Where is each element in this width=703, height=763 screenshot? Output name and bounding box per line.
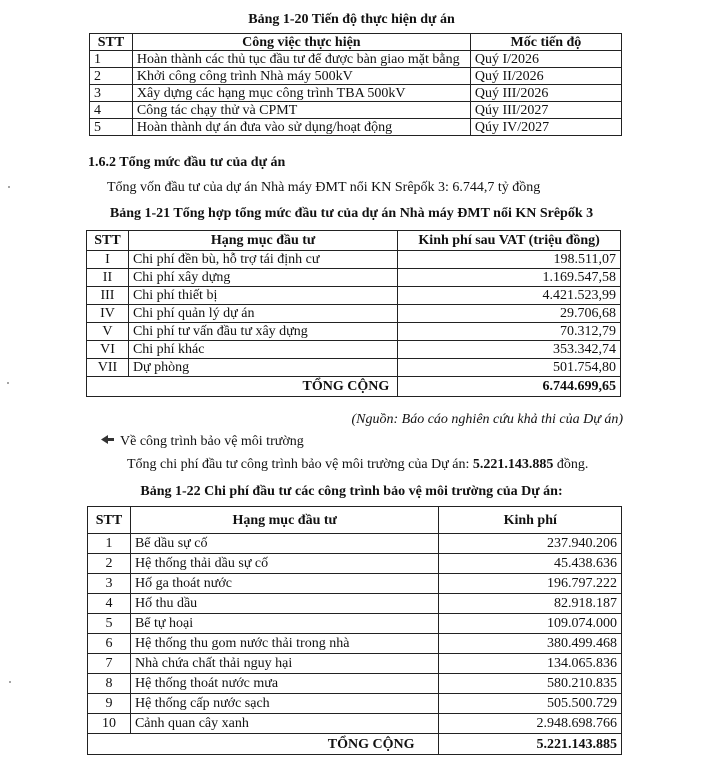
item-cell: Hố ga thoát nước xyxy=(130,574,439,594)
cost-cell: 82.918.187 xyxy=(439,594,622,614)
table-row xyxy=(87,305,621,323)
stt-cell: I xyxy=(87,251,129,269)
work-cell: Khởi công công trình Nhà máy 500kV xyxy=(132,68,470,85)
cost-cell: 505.500.729 xyxy=(439,694,622,714)
stt-cell: 4 xyxy=(90,102,133,119)
item-cell: Hố thu dầu xyxy=(130,594,439,614)
cost-cell: 198.511,07 xyxy=(398,251,621,269)
cost-cell: 237.940.206 xyxy=(439,534,622,554)
item-cell: Bể tự hoại xyxy=(130,614,439,634)
table-row xyxy=(90,68,622,85)
cost-cell: 580.210.835 xyxy=(439,674,622,694)
table-row xyxy=(88,534,622,554)
cost-cell: 134.065.836 xyxy=(439,654,622,674)
cost-cell: 2.948.698.766 xyxy=(439,714,622,734)
table-row xyxy=(87,287,621,305)
table-row xyxy=(88,594,622,614)
scan-speck xyxy=(8,186,10,188)
header-cost: Kinh phí xyxy=(439,507,622,534)
item-cell: Hệ thống thoát nước mưa xyxy=(130,674,439,694)
section-heading: 1.6.2 Tổng mức đầu tư của dự án xyxy=(88,155,286,170)
cost-cell: 1.169.547,58 xyxy=(398,269,621,287)
table-row xyxy=(87,341,621,359)
milestone-cell: Qúy III/2027 xyxy=(470,102,621,119)
item-cell: Nhà chứa chất thải nguy hại xyxy=(130,654,439,674)
cost-cell: 29.706,68 xyxy=(398,305,621,323)
table-row xyxy=(88,634,622,654)
item-cell: Bể dầu sự cố xyxy=(130,534,439,554)
scan-speck xyxy=(7,382,9,384)
stt-cell: VII xyxy=(87,359,129,377)
cost-cell: 109.074.000 xyxy=(439,614,622,634)
cost-cell: 45.438.636 xyxy=(439,554,622,574)
table-row xyxy=(87,251,621,269)
table-row xyxy=(88,654,622,674)
total-investment-line: Tổng vốn đầu tư của dự án Nhà máy ĐMT nổi KN Srêpốk 3: 6.744,7 tỷ đồng xyxy=(107,180,541,195)
stt-cell: 7 xyxy=(88,654,131,674)
header-work: Công việc thực hiện xyxy=(132,34,470,51)
table-row xyxy=(88,714,622,734)
env-heading xyxy=(101,433,304,450)
table-row xyxy=(90,102,622,119)
cost-cell: 196.797.222 xyxy=(439,574,622,594)
table-1-20 xyxy=(89,33,622,136)
table-row xyxy=(88,674,622,694)
table-row xyxy=(87,359,621,377)
stt-cell: 2 xyxy=(88,554,131,574)
env-total-value: 5.221.143.885 xyxy=(472,457,554,472)
cost-cell: 380.499.468 xyxy=(439,634,622,654)
milestone-cell: Quý II/2026 xyxy=(470,68,621,85)
stt-cell: 9 xyxy=(88,694,131,714)
stt-cell: 8 xyxy=(88,674,131,694)
stt-cell: 3 xyxy=(90,85,133,102)
total-label: TỔNG CỘNG xyxy=(87,377,398,397)
cost-cell: 4.421.523,99 xyxy=(398,287,621,305)
total-value: 6.744.699,65 xyxy=(398,377,621,397)
item-cell: Chi phí thiết bị xyxy=(128,287,397,305)
item-cell: Chi phí tư vấn đầu tư xây dựng xyxy=(128,323,397,341)
table-row xyxy=(88,694,622,714)
stt-cell: 4 xyxy=(88,594,131,614)
stt-cell: 2 xyxy=(90,68,133,85)
table-row xyxy=(87,323,621,341)
work-cell: Hoàn thành dự án đưa vào sử dụng/hoạt động xyxy=(132,119,470,136)
item-cell: Chi phí xây dựng xyxy=(128,269,397,287)
item-cell: Hệ thống cấp nước sạch xyxy=(130,694,439,714)
total-row xyxy=(87,377,621,397)
header-milestone: Mốc tiến độ xyxy=(470,34,621,51)
milestone-cell: Quý III/2026 xyxy=(470,85,621,102)
item-cell: Hệ thống thu gom nước thải trong nhà xyxy=(130,634,439,654)
table-row xyxy=(87,269,621,287)
milestone-cell: Quý I/2026 xyxy=(470,51,621,68)
total-label: TỔNG CỘNG xyxy=(88,734,439,755)
item-cell: Hệ thống thải dầu sự cố xyxy=(130,554,439,574)
table-row xyxy=(90,119,622,136)
stt-cell: 10 xyxy=(88,714,131,734)
table-1-21 xyxy=(86,230,621,397)
item-cell: Cảnh quan cây xanh xyxy=(130,714,439,734)
table-1-21-caption: Bảng 1-21 Tổng hợp tổng mức đầu tư của dự án Nhà máy ĐMT nổi KN Srêpốk 3 xyxy=(109,206,594,221)
stt-cell: 1 xyxy=(88,534,131,554)
header-stt: STT xyxy=(87,231,129,251)
total-value: 5.221.143.885 xyxy=(439,734,622,755)
stt-cell: 6 xyxy=(88,634,131,654)
milestone-cell: Qúy IV/2027 xyxy=(470,119,621,136)
table-1-22 xyxy=(87,506,622,755)
stt-cell: VI xyxy=(87,341,129,359)
header-item: Hạng mục đầu tư xyxy=(128,231,397,251)
stt-cell: 1 xyxy=(90,51,133,68)
header-stt: STT xyxy=(88,507,131,534)
work-cell: Hoàn thành các thủ tục đầu tư để được bàn giao mặt bằng xyxy=(132,51,470,68)
env-total-line xyxy=(127,457,588,473)
stt-cell: III xyxy=(87,287,129,305)
table-row xyxy=(88,614,622,634)
scan-speck xyxy=(9,681,11,683)
cost-cell: 70.312,79 xyxy=(398,323,621,341)
item-cell: Chi phí đền bù, hỗ trợ tái định cư xyxy=(128,251,397,269)
table-1-20-caption: Bảng 1-20 Tiến độ thực hiện dự án xyxy=(248,12,455,27)
header-cost-vat: Kinh phí sau VAT (triệu đồng) xyxy=(398,231,621,251)
table-1-22-caption: Bảng 1-22 Chi phí đầu tư các công trình bảo vệ môi trường của Dự án: xyxy=(140,484,563,499)
work-cell: Xây dựng các hạng mục công trình TBA 500kV xyxy=(132,85,470,102)
total-row xyxy=(88,734,622,755)
table-row xyxy=(88,554,622,574)
env-total-suffix: đồng. xyxy=(556,457,589,472)
stt-cell: 5 xyxy=(88,614,131,634)
table-row xyxy=(90,51,622,68)
stt-cell: IV xyxy=(87,305,129,323)
stt-cell: 5 xyxy=(90,119,133,136)
work-cell: Công tác chạy thử và CPMT xyxy=(132,102,470,119)
header-item: Hạng mục đầu tư xyxy=(130,507,439,534)
table-row xyxy=(90,85,622,102)
stt-cell: V xyxy=(87,323,129,341)
table-row xyxy=(88,574,622,594)
cost-cell: 353.342,74 xyxy=(398,341,621,359)
stt-cell: 3 xyxy=(88,574,131,594)
env-total-prefix: Tổng chi phí đầu tư công trình bảo vệ môi trường của Dự án: xyxy=(127,457,470,472)
item-cell: Chi phí khác xyxy=(128,341,397,359)
item-cell: Chi phí quản lý dự án xyxy=(128,305,397,323)
source-note: (Nguồn: Báo cáo nghiên cứu khả thi của Dự án) xyxy=(351,412,623,427)
cost-cell: 501.754,80 xyxy=(398,359,621,377)
arrow-icon xyxy=(101,433,114,449)
stt-cell: II xyxy=(87,269,129,287)
header-stt: STT xyxy=(90,34,133,51)
item-cell: Dự phòng xyxy=(128,359,397,377)
env-heading-text: Về công trình bảo vệ môi trường xyxy=(120,434,304,449)
